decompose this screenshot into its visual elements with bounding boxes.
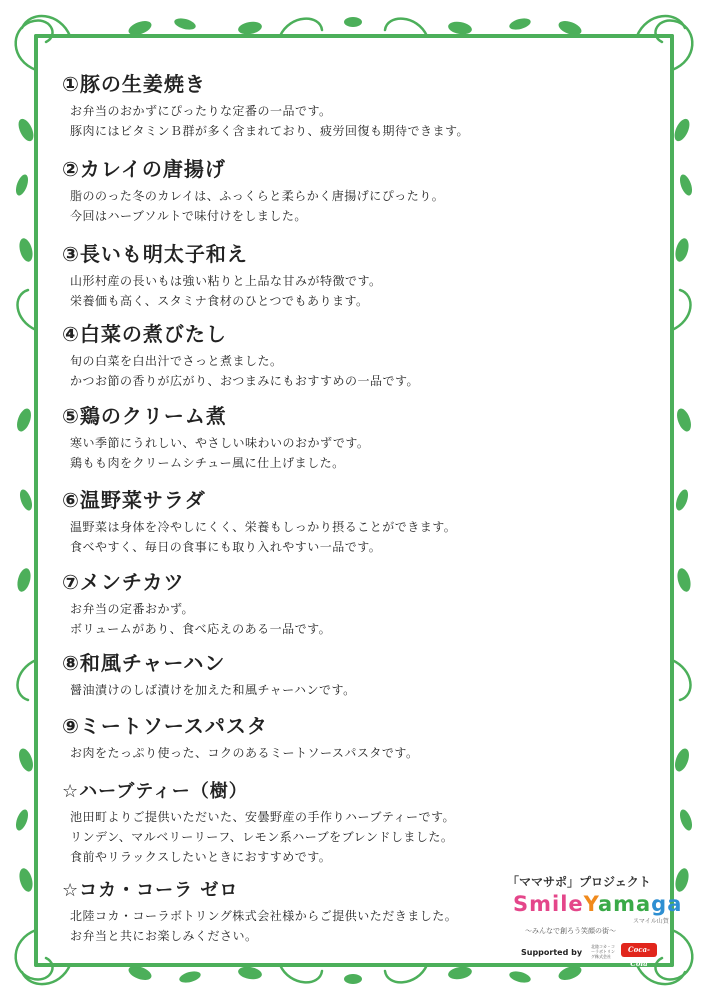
menu-item [62, 566, 622, 639]
description-line: 栄養価も高く、スタミナ食材のひとつでもあります。 [70, 294, 369, 308]
description-line: お弁当の定番おかず。 [70, 602, 195, 616]
brand-part: ga [651, 892, 683, 916]
menu-item-title: ④白菜の煮びたし [62, 322, 227, 346]
menu-item [62, 318, 622, 391]
menu-item-title: ⑧和風チャーハン [62, 651, 226, 675]
tagline: ～みんなで創ろう笑顔の街～ [525, 927, 616, 935]
description-line: 旬の白菜を白出汁でさっと煮ました。 [70, 354, 283, 368]
description-line: お弁当と共にお楽しみください。 [70, 929, 258, 943]
description-line: 豚肉にはビタミンＢ群が多く含まれており、疲労回復も期待できます。 [70, 124, 470, 138]
brand-part: ama [597, 892, 652, 916]
menu-item [62, 68, 622, 141]
menu-item [62, 710, 622, 763]
menu-item-title: ③長いも明太子和え [62, 242, 248, 266]
menu-item-title: ①豚の生姜焼き [62, 72, 206, 96]
brand-part: Smile [513, 892, 584, 916]
menu-item-title: ⑥温野菜サラダ [62, 488, 206, 512]
menu-item [62, 153, 622, 226]
menu-item [62, 647, 622, 700]
supported-by-label: Supported by [521, 948, 583, 957]
smile-yamaga-logo [505, 870, 683, 970]
description-line: 食前やリラックスしたいときにおすすめです。 [70, 850, 332, 864]
description-line: 北陸コカ・コーラボトリング株式会社様からご提供いただきました。 [70, 909, 458, 923]
menu-item-description [70, 271, 622, 311]
menu-item-description [70, 351, 622, 391]
description-line: 山形村産の長いもは強い粘りと上品な甘みが特徴です。 [70, 274, 382, 288]
menu-item-description [70, 743, 622, 763]
brand-wordmark [513, 892, 682, 916]
menu-item-title: ⑨ミートソースパスタ [62, 714, 268, 738]
description-line: リンデン、マルベリーリーフ、レモン系ハーブをブレンドしました。 [70, 830, 454, 844]
menu-item-description [70, 680, 622, 700]
menu-item [62, 400, 622, 473]
menu-item [62, 777, 622, 867]
menu-item [62, 238, 622, 311]
description-line: 寒い季節にうれしい、やさしい味わいのおかずです。 [70, 436, 370, 450]
coca-cola-logo: Coca-Cola [621, 943, 657, 957]
menu-item-title: ☆コカ・コーラ ゼロ [62, 880, 239, 901]
description-line: ボリュームがあり、食べ応えのある一品です。 [70, 622, 332, 636]
menu-item-description [70, 599, 622, 639]
brand-subtitle: スマイル山賀 [633, 918, 669, 925]
description-line: 温野菜は身体を冷やしにくく、栄養もしっかり摂ることができます。 [70, 520, 457, 534]
menu-item-title: ⑤鶏のクリーム煮 [62, 404, 227, 428]
description-line: 池田町よりご提供いただいた、安曇野産の手作りハーブティーです。 [70, 810, 455, 824]
menu-item-title: ②カレイの唐揚げ [62, 157, 226, 181]
description-line: お肉をたっぷり使った、コクのあるミートソースパスタです。 [70, 746, 419, 760]
description-line: 醤油漬けのしば漬けを加えた和風チャーハンです。 [70, 683, 356, 697]
menu-item-title: ☆ハーブティー（樹） [62, 781, 248, 802]
description-line: 鶏もも肉をクリームシチュー風に仕上げました。 [70, 456, 345, 470]
menu-item [62, 484, 622, 557]
brand-part: Y [583, 892, 598, 916]
menu-item-title: ⑦メンチカツ [62, 570, 185, 594]
description-line: かつお節の香りが広がり、おつまみにもおすすめの一品です。 [70, 374, 420, 388]
project-name: 「ママサポ」プロジェクト [507, 875, 651, 889]
description-line: 食べやすく、毎日の食事にも取り入れやすい一品です。 [70, 540, 382, 554]
description-line: 脂ののった冬のカレイは、ふっくらと柔らかく唐揚げにぴったり。 [70, 189, 445, 203]
bottler-name: 北陸コカ・コーラボトリング株式会社 [591, 944, 615, 959]
menu-item-description [70, 433, 622, 473]
description-line: お弁当のおかずにぴったりな定番の一品です。 [70, 104, 332, 118]
menu-item-description [70, 186, 622, 226]
menu-item-description [70, 517, 622, 557]
menu-item-description [70, 101, 622, 141]
description-line: 今回はハーブソルトで味付けをしました。 [70, 209, 307, 223]
menu-item-description [70, 807, 622, 867]
